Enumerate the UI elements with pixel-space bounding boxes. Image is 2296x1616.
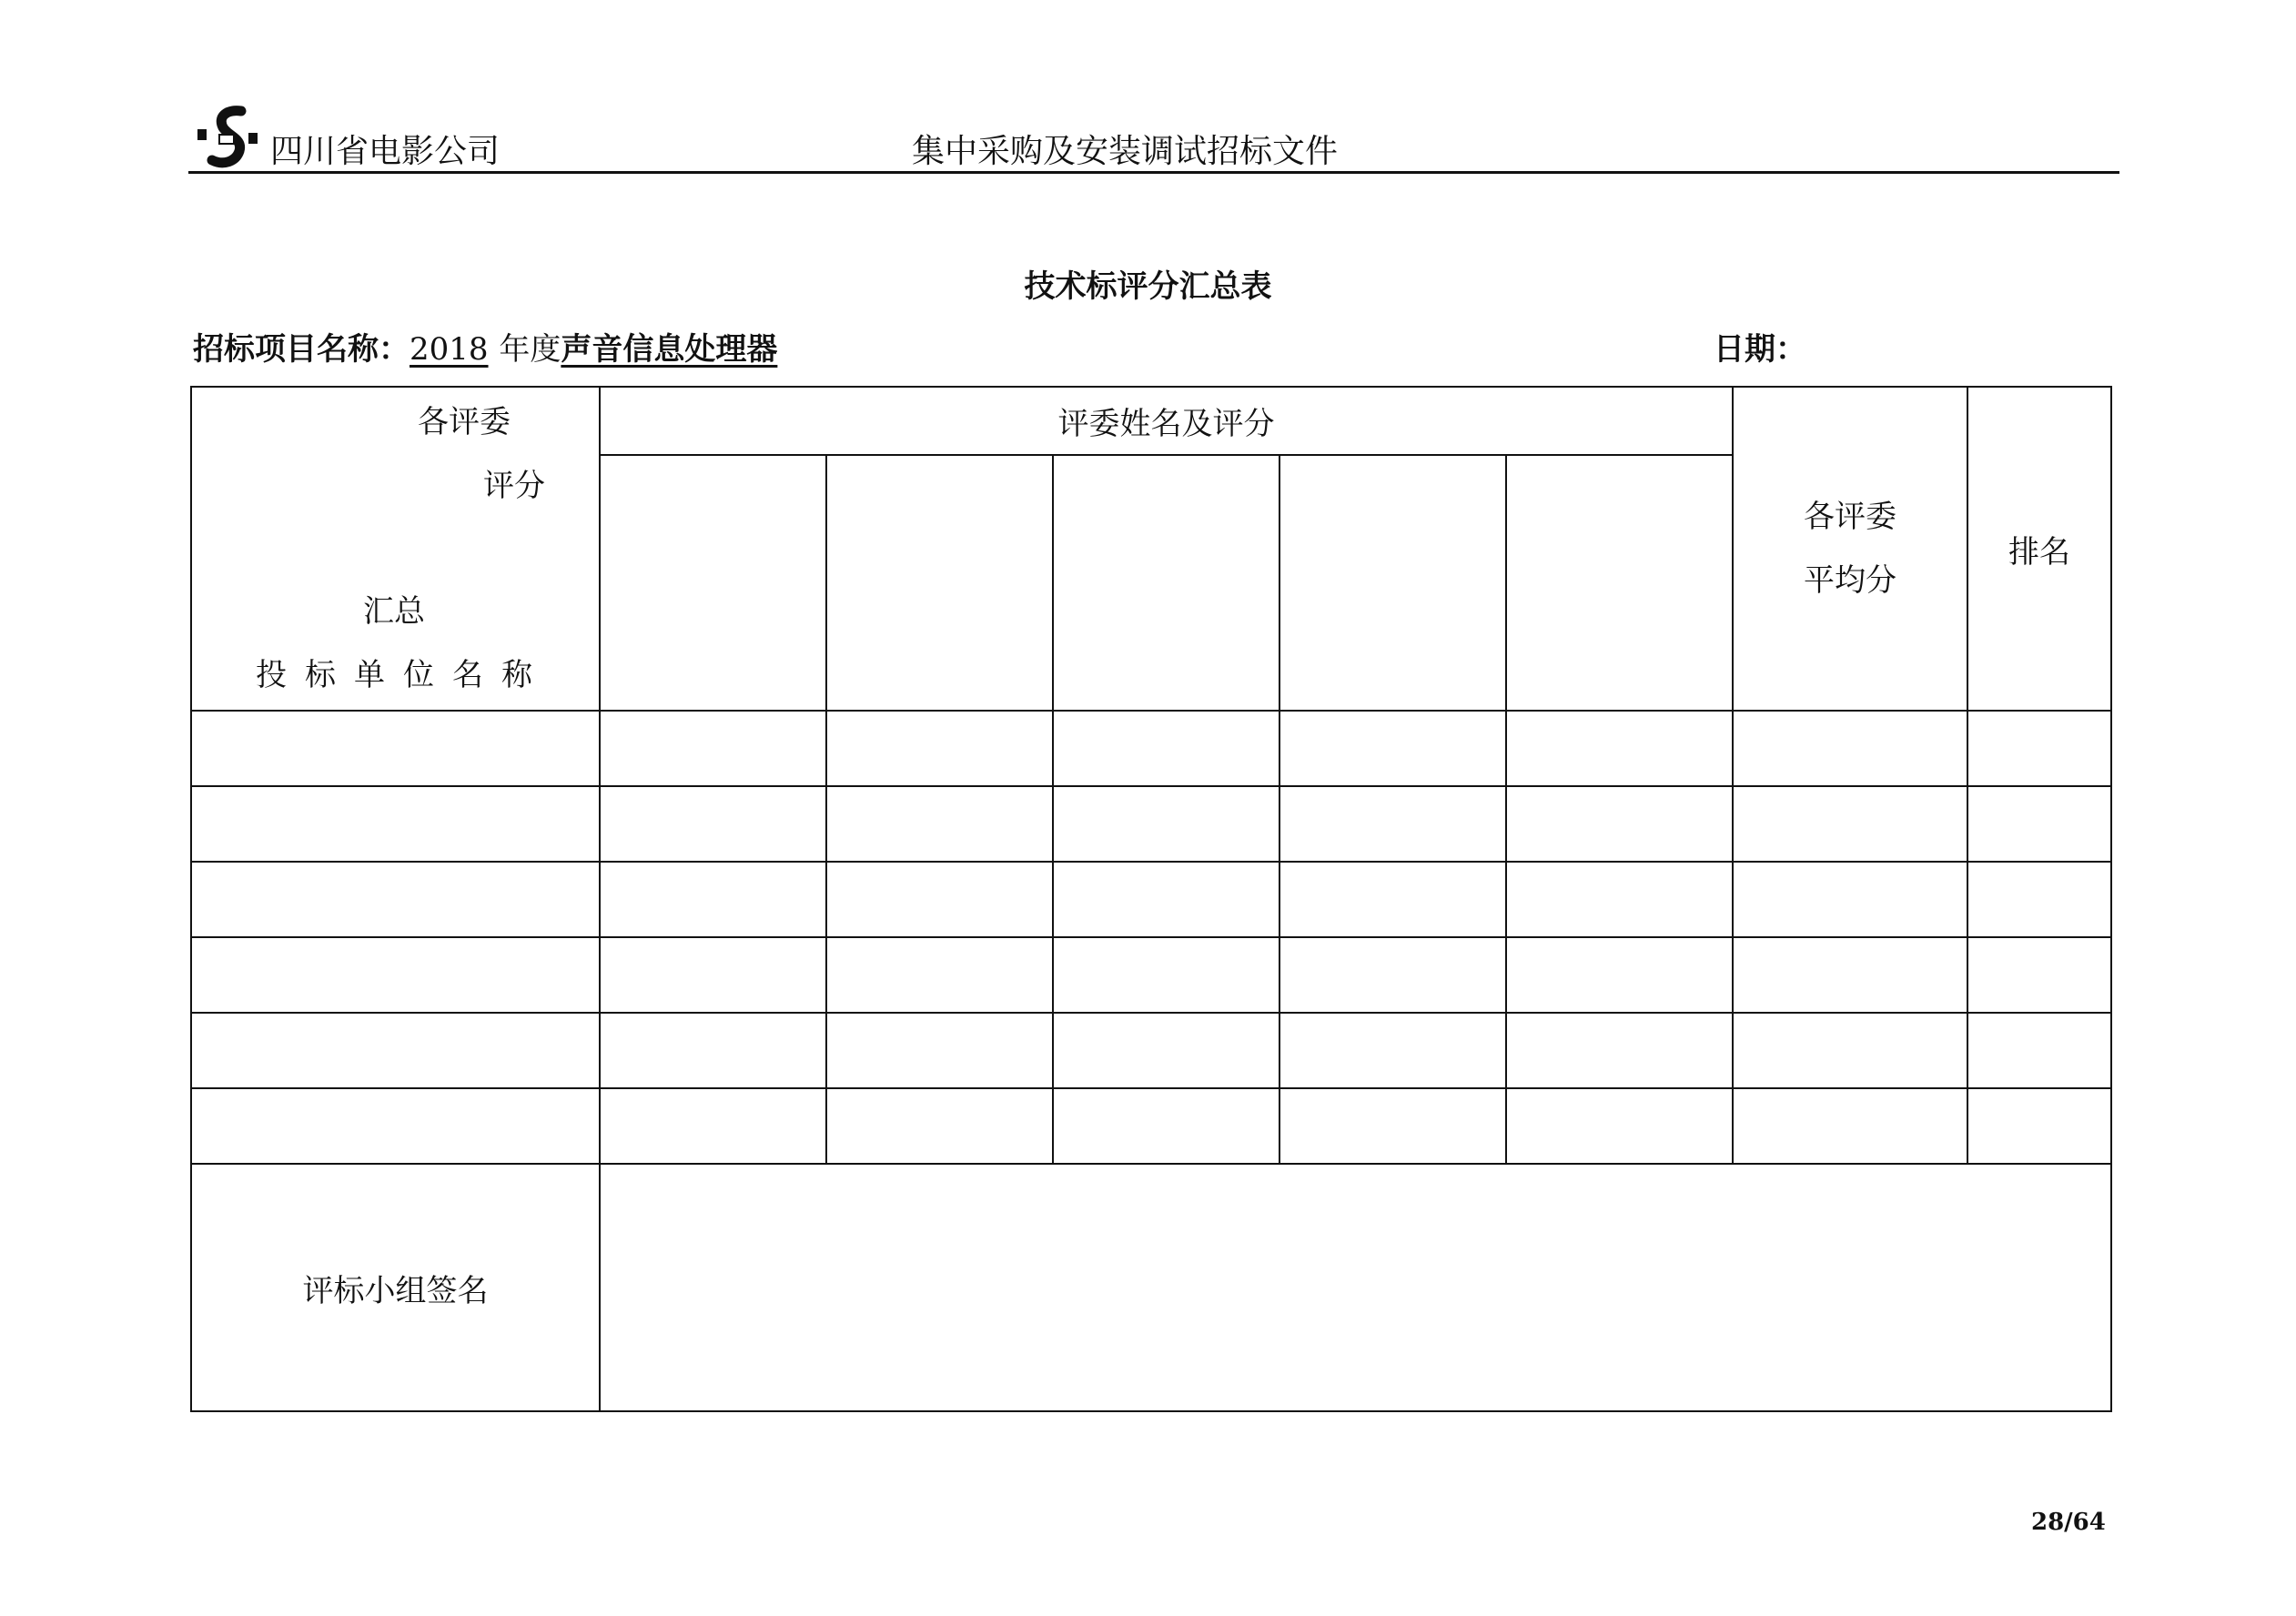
corner-line-summary: 汇总 — [363, 593, 425, 630]
project-year: 2018 — [410, 331, 489, 368]
table-row — [191, 786, 2111, 862]
judge-name-cell[interactable] — [1279, 455, 1506, 711]
score-cell[interactable] — [1279, 862, 1506, 937]
score-cell[interactable] — [600, 862, 826, 937]
judge-name-cell[interactable] — [826, 455, 1053, 711]
rank-cell[interactable] — [1967, 1088, 2111, 1164]
score-cell[interactable] — [1279, 711, 1506, 786]
score-cell[interactable] — [1053, 711, 1279, 786]
project-line — [193, 324, 777, 369]
average-cell[interactable] — [1733, 1013, 1967, 1088]
average-cell[interactable] — [1733, 1088, 1967, 1164]
rank-cell[interactable] — [1967, 711, 2111, 786]
company-logo-icon — [196, 106, 261, 171]
average-header-line1: 各评委 — [1804, 499, 1896, 535]
signature-label: 评标小组签名 — [191, 1164, 600, 1411]
company-name: 四川省电影公司 — [270, 133, 501, 170]
table-row — [191, 937, 2111, 1013]
document-title: 集中采购及安装调试招标文件 — [912, 133, 1339, 170]
score-cell[interactable] — [1506, 786, 1733, 862]
average-cell[interactable] — [1733, 786, 1967, 862]
score-cell[interactable] — [826, 786, 1053, 862]
score-summary-table — [190, 386, 2112, 1412]
score-cell[interactable] — [1506, 1088, 1733, 1164]
score-cell[interactable] — [1053, 1088, 1279, 1164]
bidder-cell[interactable] — [191, 711, 600, 786]
score-cell[interactable] — [600, 937, 826, 1013]
score-cell[interactable] — [1506, 937, 1733, 1013]
bidder-cell[interactable] — [191, 786, 600, 862]
score-cell[interactable] — [1506, 862, 1733, 937]
table-row — [191, 711, 2111, 786]
average-cell[interactable] — [1733, 937, 1967, 1013]
bidder-cell[interactable] — [191, 1013, 600, 1088]
score-cell[interactable] — [1279, 1013, 1506, 1088]
judges-header: 评委姓名及评分 — [600, 387, 1733, 455]
score-cell[interactable] — [1279, 786, 1506, 862]
date-label: 日期： — [1714, 331, 1806, 368]
signature-area[interactable] — [600, 1164, 2111, 1411]
page-number: 28/64 — [2031, 1509, 2106, 1536]
score-cell[interactable] — [1053, 786, 1279, 862]
score-cell[interactable] — [1053, 937, 1279, 1013]
table-row — [191, 1013, 2111, 1088]
score-cell[interactable] — [600, 1013, 826, 1088]
bidder-cell[interactable] — [191, 862, 600, 937]
table-row — [191, 862, 2111, 937]
project-year-suffix: 年度 — [499, 331, 561, 368]
score-cell[interactable] — [826, 711, 1053, 786]
score-cell[interactable] — [1053, 1013, 1279, 1088]
score-cell[interactable] — [600, 786, 826, 862]
rank-cell[interactable] — [1967, 862, 2111, 937]
score-cell[interactable] — [1279, 1088, 1506, 1164]
rank-header: 排名 — [1967, 387, 2111, 711]
rank-cell[interactable] — [1967, 786, 2111, 862]
average-header — [1733, 387, 1967, 711]
judge-name-cell[interactable] — [1053, 455, 1279, 711]
judge-name-cell[interactable] — [1506, 455, 1733, 711]
project-label: 招标项目名称： — [193, 331, 410, 368]
score-cell[interactable] — [1053, 862, 1279, 937]
table-row — [191, 1088, 2111, 1164]
bidder-cell[interactable] — [191, 937, 600, 1013]
rank-cell[interactable] — [1967, 1013, 2111, 1088]
rank-cell[interactable] — [1967, 937, 2111, 1013]
average-cell[interactable] — [1733, 711, 1967, 786]
score-cell[interactable] — [1279, 937, 1506, 1013]
table-corner-cell — [191, 387, 600, 711]
score-cell[interactable] — [826, 1013, 1053, 1088]
project-name: 声音信息处理器 — [561, 331, 778, 368]
score-cell[interactable] — [826, 1088, 1053, 1164]
score-cell[interactable] — [1506, 1013, 1733, 1088]
corner-line-bidder: 投标单位名称 — [256, 657, 551, 693]
form-title: 技术标评分汇总表 — [1024, 268, 1272, 305]
score-cell[interactable] — [600, 1088, 826, 1164]
corner-line-score: 评分 — [483, 468, 545, 504]
score-cell[interactable] — [1506, 711, 1733, 786]
average-cell[interactable] — [1733, 862, 1967, 937]
score-cell[interactable] — [826, 937, 1053, 1013]
page-header — [188, 102, 2119, 175]
corner-line-judges: 各评委 — [418, 404, 511, 440]
score-cell[interactable] — [826, 862, 1053, 937]
judge-name-cell[interactable] — [600, 455, 826, 711]
bidder-cell[interactable] — [191, 1088, 600, 1164]
score-cell[interactable] — [600, 711, 826, 786]
header-divider — [188, 171, 2119, 174]
average-header-line2: 平均分 — [1804, 562, 1896, 599]
